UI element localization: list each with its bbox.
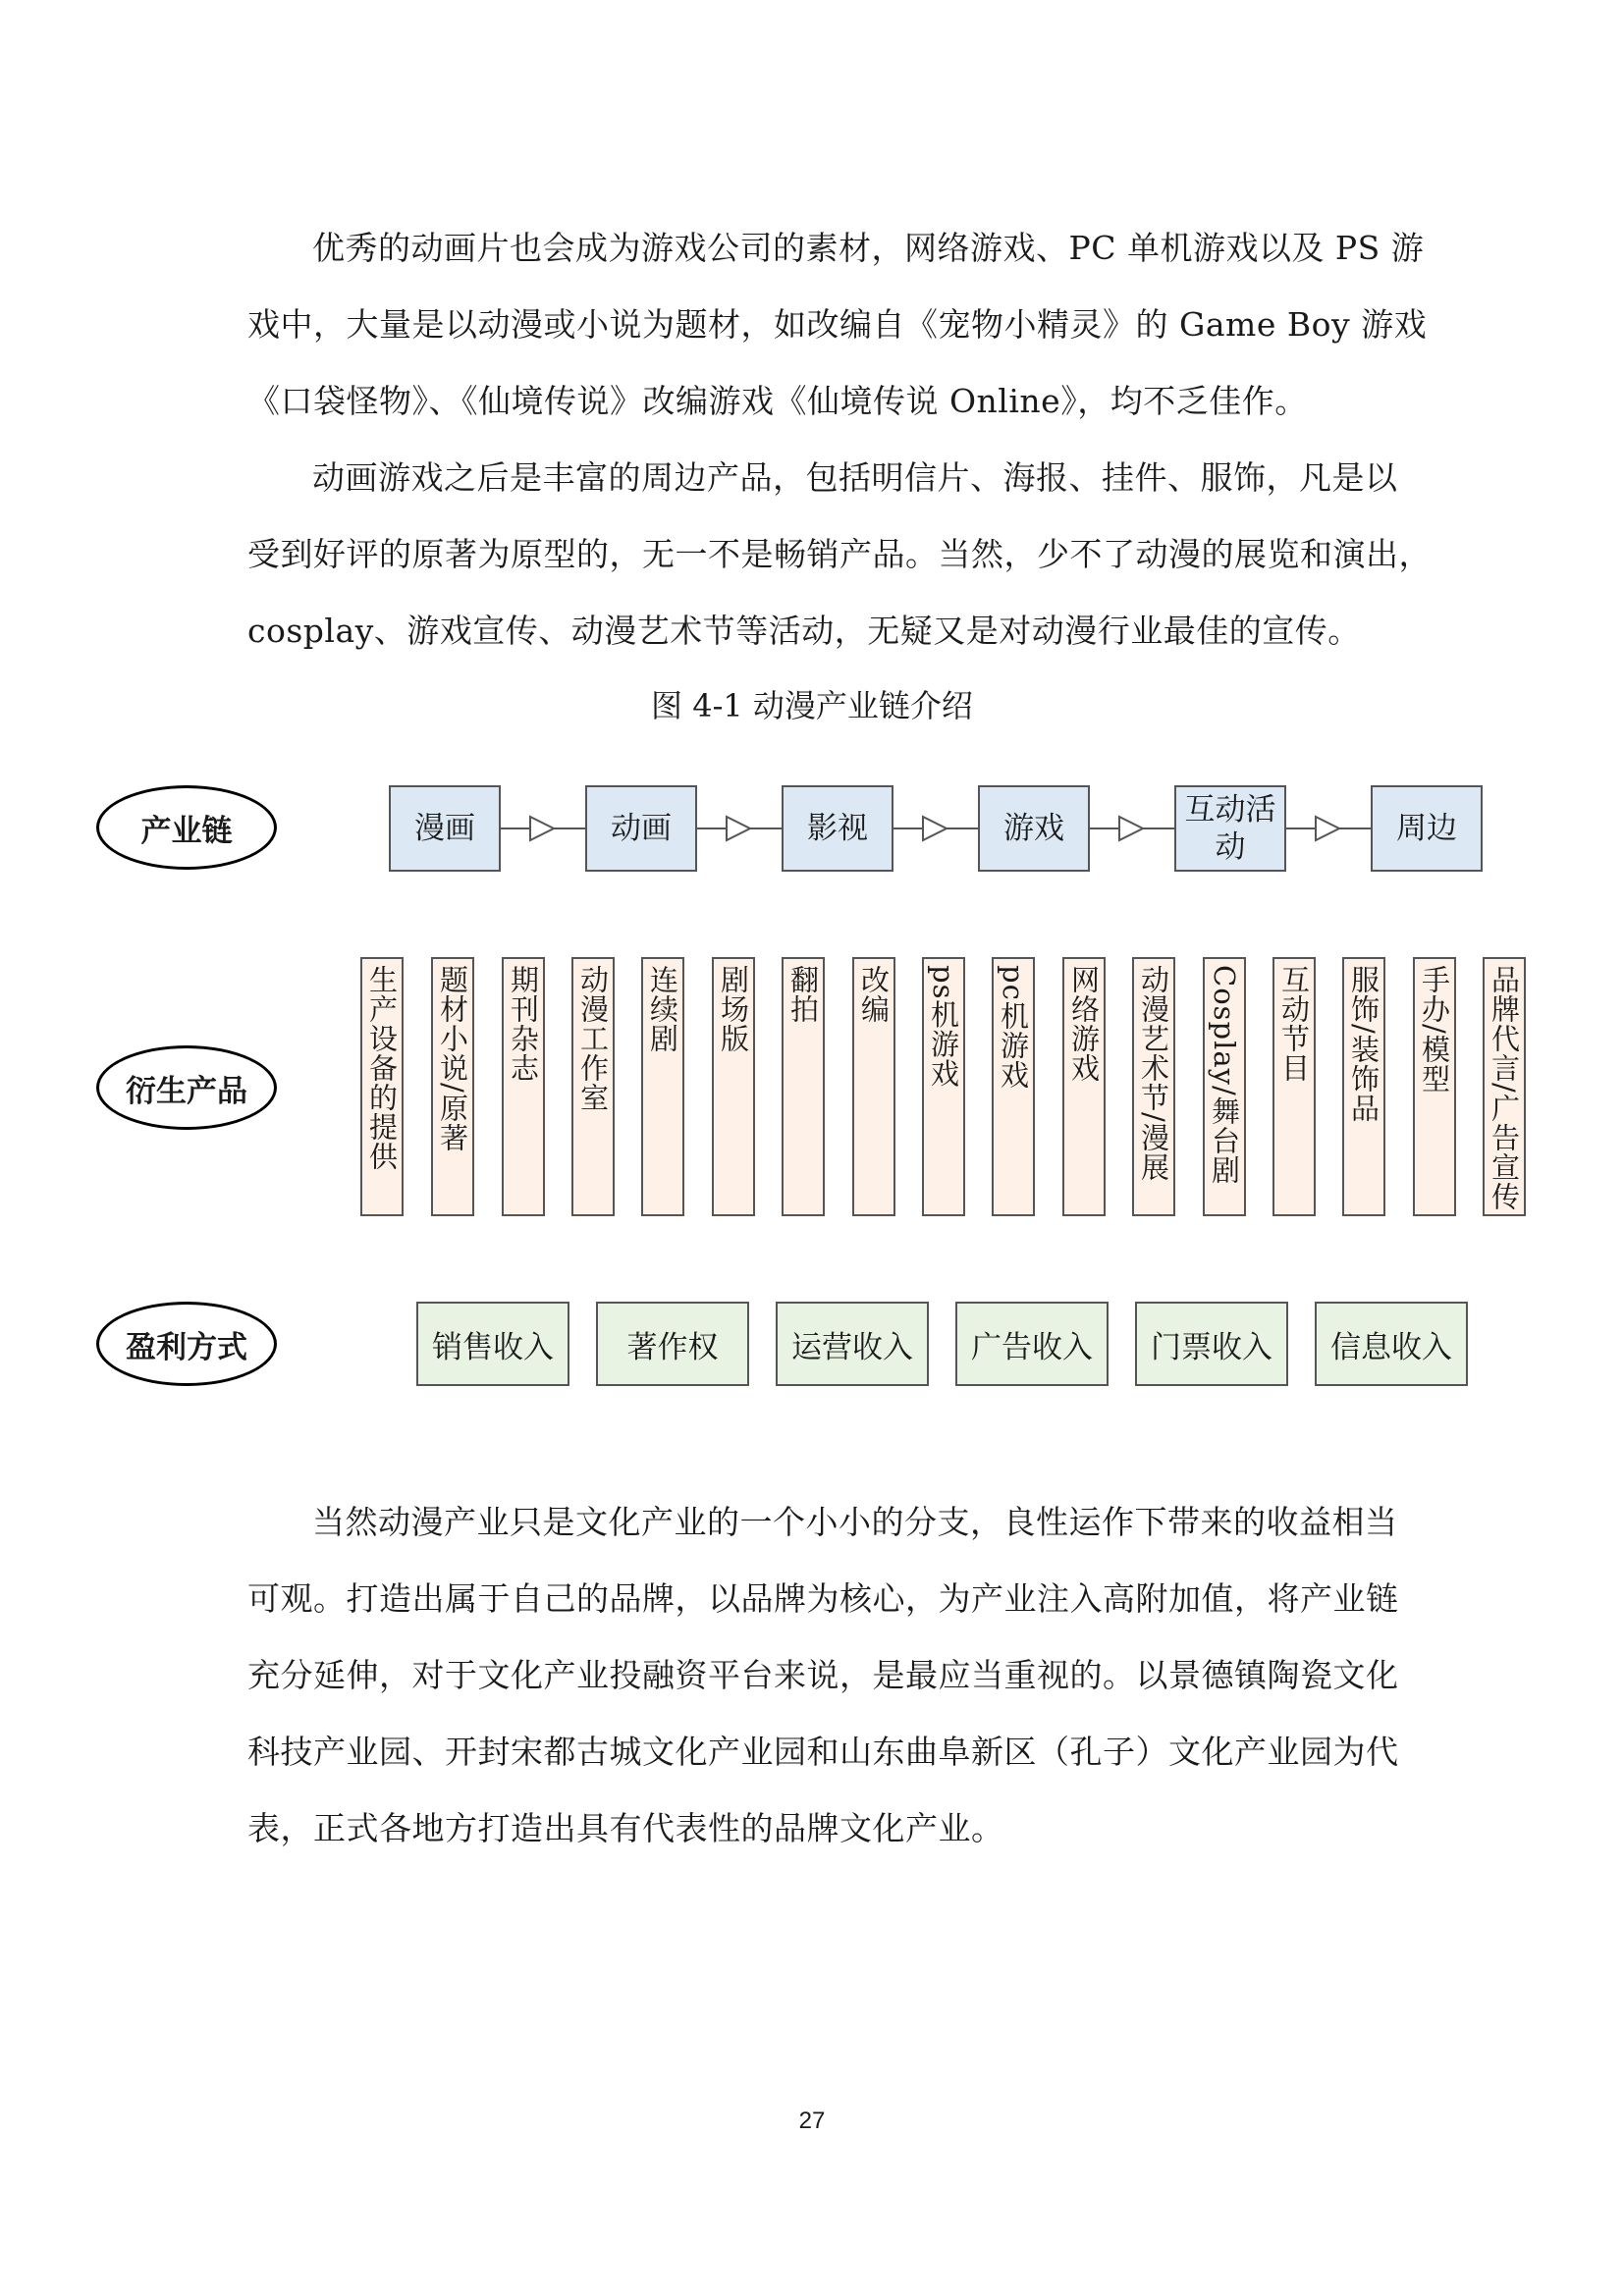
derivative-item (992, 957, 1035, 1216)
chain-box-animation: 动画 (585, 785, 697, 872)
derivative-item (502, 957, 545, 1216)
derivative-item (360, 957, 404, 1216)
derivative-item (922, 957, 965, 1216)
derivative-label: 动漫艺术节/漫展 (1137, 965, 1170, 1182)
derivative-item (1132, 957, 1175, 1216)
paragraph-line: 受到好评的原著为原型的，无一不是畅销产品。当然，少不了动漫的展览和演出， (247, 535, 1432, 573)
derivative-label: 期刊杂志 (507, 965, 540, 1083)
profit-box-information: 信息收入 (1315, 1302, 1468, 1386)
paragraph-line: cosplay、游戏宣传、动漫艺术节等活动，无疑又是对动漫行业最佳的宣传。 (247, 612, 1361, 650)
derivative-item (431, 957, 474, 1216)
paragraph-line: 充分延伸，对于文化产业投融资平台来说，是最应当重视的。以景德镇陶瓷文化 (247, 1656, 1399, 1694)
chain-box-interactive-events: 互动活动 (1174, 785, 1286, 872)
derivative-item (852, 957, 895, 1216)
derivative-label: 题材小说/原著 (436, 965, 469, 1152)
paragraph-merchandise (247, 440, 1432, 669)
derivative-item (571, 957, 615, 1216)
derivative-label: 网络游戏 (1067, 965, 1101, 1083)
paragraph-brand (247, 1484, 1399, 1867)
profit-box-operations: 运营收入 (776, 1302, 929, 1386)
derivative-label: 翻拍 (786, 965, 820, 1024)
chain-arrow (893, 817, 978, 840)
figure-caption: 图 4-1 动漫产业链介绍 (651, 687, 973, 724)
row-label-derivative-products: 衍生产品 (96, 1045, 277, 1130)
paragraph-line: 戏中，大量是以动漫或小说为题材，如改编自《宠物小精灵》的 Game Boy 游戏 (247, 305, 1428, 344)
chain-arrow (697, 817, 782, 840)
chain-arrow (1090, 817, 1174, 840)
derivative-item (1413, 957, 1456, 1216)
paragraph-line: 表，正式各地方打造出具有代表性的品牌文化产业。 (247, 1809, 1004, 1847)
derivative-item (641, 957, 684, 1216)
derivative-label: ps机游戏 (927, 965, 960, 1089)
derivative-label: 剧场版 (717, 965, 750, 1053)
row-label-industry-chain: 产业链 (96, 785, 277, 870)
profit-box-copyright: 著作权 (596, 1302, 749, 1386)
paragraph-line: 动画游戏之后是丰富的周边产品，包括明信片、海报、挂件、服饰，凡是以 (312, 458, 1398, 497)
derivative-label: Cosplay/舞台剧 (1208, 965, 1241, 1185)
derivative-label: 品牌代言/广告宣传 (1488, 965, 1521, 1211)
chain-box-manga: 漫画 (389, 785, 501, 872)
paragraph-line: 科技产业园、开封宋都古城文化产业园和山东曲阜新区（孔子）文化产业园为代 (247, 1733, 1399, 1771)
derivative-label: 服饰/装饰品 (1347, 965, 1380, 1123)
paragraph-line: 优秀的动画片也会成为游戏公司的素材，网络游戏、PC 单机游戏以及 PS 游 (312, 229, 1425, 267)
page-number: 27 (798, 2108, 826, 2134)
derivative-label: 动漫工作室 (576, 965, 610, 1112)
derivative-label: 生产设备的提供 (365, 965, 399, 1171)
derivative-label: 手办/模型 (1418, 965, 1451, 1094)
derivative-label: 连续剧 (646, 965, 679, 1053)
profit-box-tickets: 门票收入 (1135, 1302, 1288, 1386)
derivative-item (1062, 957, 1106, 1216)
derivative-item (782, 957, 825, 1216)
chain-arrow (1286, 817, 1371, 840)
derivative-label: 互动节目 (1277, 965, 1311, 1083)
profit-box-advertising: 广告收入 (955, 1302, 1109, 1386)
paragraph-line: 《口袋怪物》、《仙境传说》改编游戏《仙境传说 Online》，均不乏佳作。 (247, 382, 1308, 420)
derivative-item (712, 957, 755, 1216)
derivative-item (1203, 957, 1246, 1216)
chain-box-games: 游戏 (978, 785, 1090, 872)
paragraph-line: 当然动漫产业只是文化产业的一个小小的分支，良性运作下带来的收益相当 (312, 1503, 1398, 1541)
derivative-item (1342, 957, 1385, 1216)
chain-box-film: 影视 (782, 785, 893, 872)
paragraph-games (247, 210, 1428, 440)
paragraph-line: 可观。打造出属于自己的品牌，以品牌为核心，为产业注入高附加值，将产业链 (247, 1579, 1399, 1618)
row-label-profit-model: 盈利方式 (96, 1302, 277, 1386)
derivative-label: pc机游戏 (997, 965, 1030, 1090)
derivative-item (1272, 957, 1316, 1216)
derivative-label: 改编 (857, 965, 891, 1024)
chain-box-merchandise: 周边 (1371, 785, 1483, 872)
chain-arrow (501, 817, 585, 840)
derivative-item (1483, 957, 1526, 1216)
profit-box-sales: 销售收入 (416, 1302, 569, 1386)
